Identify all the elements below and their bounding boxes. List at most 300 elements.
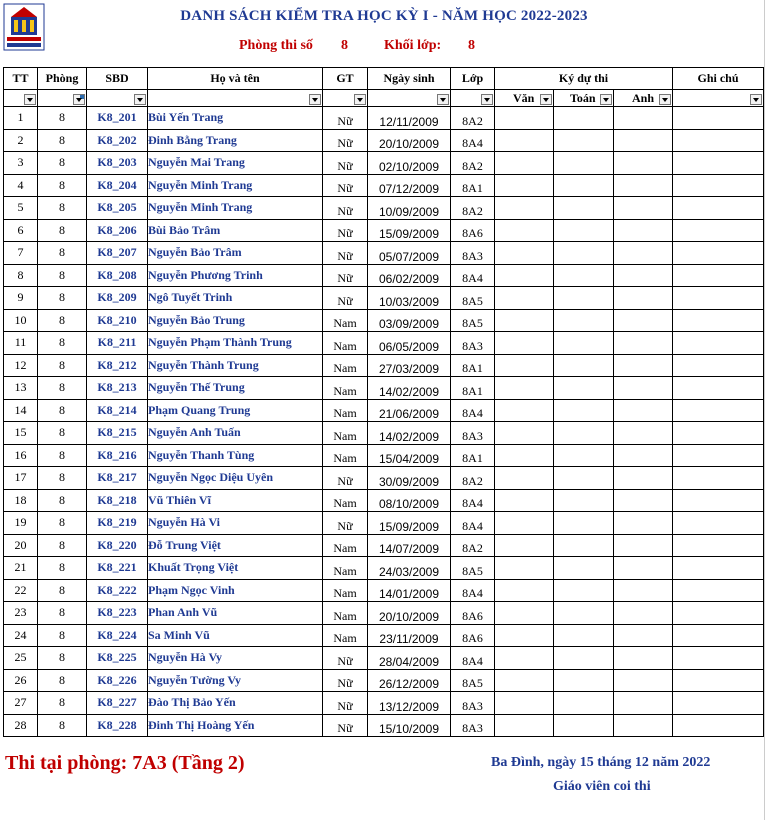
cell-name: Nguyễn Bảo Trâm <box>148 242 323 265</box>
cell-tt: 3 <box>4 152 38 175</box>
cell-anh <box>614 534 673 557</box>
cell-sbd: K8_206 <box>87 219 148 242</box>
table-row <box>4 489 764 512</box>
cell-anh <box>614 219 673 242</box>
cell-phong: 8 <box>38 444 87 467</box>
cell-phong: 8 <box>38 557 87 580</box>
cell-toan <box>554 422 614 445</box>
cell-gt: Nam <box>323 377 368 400</box>
cell-ghi-chu <box>673 264 764 287</box>
cell-toan <box>554 669 614 692</box>
table-row <box>4 512 764 535</box>
cell-van <box>495 624 554 647</box>
header-phong: Phòng <box>38 68 87 90</box>
cell-anh <box>614 579 673 602</box>
cell-gt: Nam <box>323 602 368 625</box>
cell-name: Nguyễn Phạm Thành Trung <box>148 332 323 355</box>
cell-gt: Nữ <box>323 264 368 287</box>
cell-toan <box>554 174 614 197</box>
cell-van <box>495 602 554 625</box>
cell-ghi-chu <box>673 579 764 602</box>
cell-phong: 8 <box>38 332 87 355</box>
cell-toan <box>554 624 614 647</box>
cell-name: Bùi Yến Trang <box>148 107 323 130</box>
cell-tt: 17 <box>4 467 38 490</box>
cell-gt: Nữ <box>323 512 368 535</box>
cell-van <box>495 332 554 355</box>
cell-gt: Nam <box>323 309 368 332</box>
cell-ghi-chu <box>673 467 764 490</box>
filter-dropdown-icon[interactable] <box>750 94 762 105</box>
subheader-van: Văn <box>513 91 535 105</box>
cell-anh <box>614 354 673 377</box>
cell-phong: 8 <box>38 669 87 692</box>
cell-toan <box>554 534 614 557</box>
cell-sbd: K8_208 <box>87 264 148 287</box>
date-line: Ba Đình, ngày 15 tháng 12 năm 2022 <box>491 755 711 770</box>
cell-dob: 12/11/2009 <box>368 107 451 130</box>
cell-ghi-chu <box>673 692 764 715</box>
cell-anh <box>614 332 673 355</box>
cell-gt: Nam <box>323 489 368 512</box>
filter-active-icon[interactable] <box>73 94 85 105</box>
cell-lop: 8A6 <box>451 219 495 242</box>
cell-toan <box>554 489 614 512</box>
cell-sbd: K8_216 <box>87 444 148 467</box>
table-row <box>4 602 764 625</box>
cell-phong: 8 <box>38 647 87 670</box>
table-row <box>4 557 764 580</box>
table-row <box>4 242 764 265</box>
cell-phong: 8 <box>38 152 87 175</box>
cell-anh <box>614 422 673 445</box>
cell-name: Nguyễn Hà Vi <box>148 512 323 535</box>
header-sbd: SBD <box>87 68 148 90</box>
cell-tt: 15 <box>4 422 38 445</box>
cell-dob: 27/03/2009 <box>368 354 451 377</box>
cell-name: Nguyễn Hà Vy <box>148 647 323 670</box>
cell-tt: 25 <box>4 647 38 670</box>
cell-sbd: K8_226 <box>87 669 148 692</box>
cell-name: Nguyễn Minh Trang <box>148 174 323 197</box>
cell-tt: 16 <box>4 444 38 467</box>
cell-ghi-chu <box>673 534 764 557</box>
cell-anh <box>614 467 673 490</box>
cell-van <box>495 512 554 535</box>
cell-ghi-chu <box>673 602 764 625</box>
cell-lop: 8A2 <box>451 197 495 220</box>
cell-lop: 8A5 <box>451 287 495 310</box>
cell-gt: Nam <box>323 422 368 445</box>
cell-dob: 23/11/2009 <box>368 624 451 647</box>
cell-name: Nguyễn Tường Vy <box>148 669 323 692</box>
cell-sbd: K8_215 <box>87 422 148 445</box>
cell-van <box>495 107 554 130</box>
cell-sbd: K8_211 <box>87 332 148 355</box>
grade-value: 8 <box>468 38 475 53</box>
cell-dob: 14/02/2009 <box>368 422 451 445</box>
cell-van <box>495 129 554 152</box>
filter-dropdown-icon[interactable] <box>24 94 36 105</box>
cell-dob: 07/12/2009 <box>368 174 451 197</box>
filter-cell-ghi-chu <box>673 90 764 107</box>
table-row <box>4 669 764 692</box>
cell-ghi-chu <box>673 197 764 220</box>
cell-lop: 8A1 <box>451 377 495 400</box>
cell-lop: 8A4 <box>451 399 495 422</box>
table-row <box>4 309 764 332</box>
cell-tt: 2 <box>4 129 38 152</box>
cell-toan <box>554 512 614 535</box>
filter-cell-phong <box>38 90 87 107</box>
cell-name: Khuất Trọng Việt <box>148 557 323 580</box>
cell-tt: 7 <box>4 242 38 265</box>
cell-ghi-chu <box>673 354 764 377</box>
table-row <box>4 399 764 422</box>
cell-anh <box>614 489 673 512</box>
cell-anh <box>614 174 673 197</box>
cell-dob: 03/09/2009 <box>368 309 451 332</box>
cell-van <box>495 354 554 377</box>
cell-lop: 8A5 <box>451 309 495 332</box>
cell-name: Đỗ Trung Việt <box>148 534 323 557</box>
cell-sbd: K8_201 <box>87 107 148 130</box>
cell-sbd: K8_212 <box>87 354 148 377</box>
header-tt: TT <box>4 68 38 90</box>
filter-dropdown-icon[interactable] <box>354 94 366 105</box>
table-row <box>4 152 764 175</box>
subheader-toan: Toán <box>570 91 596 105</box>
filter-cell-anh <box>614 90 673 107</box>
cell-tt: 8 <box>4 264 38 287</box>
cell-anh <box>614 444 673 467</box>
cell-sbd: K8_220 <box>87 534 148 557</box>
table-row <box>4 714 764 737</box>
header-ghi-chu: Ghi chú <box>673 68 764 90</box>
cell-van <box>495 422 554 445</box>
cell-gt: Nữ <box>323 197 368 220</box>
grade-label: Khối lớp: <box>384 38 442 53</box>
cell-dob: 10/03/2009 <box>368 287 451 310</box>
cell-toan <box>554 377 614 400</box>
room-label: Phòng thi số <box>239 38 313 53</box>
cell-phong: 8 <box>38 309 87 332</box>
cell-tt: 1 <box>4 107 38 130</box>
cell-gt: Nam <box>323 354 368 377</box>
cell-dob: 28/04/2009 <box>368 647 451 670</box>
cell-lop: 8A1 <box>451 174 495 197</box>
cell-sbd: K8_228 <box>87 714 148 737</box>
cell-sbd: K8_204 <box>87 174 148 197</box>
cell-toan <box>554 264 614 287</box>
cell-anh <box>614 264 673 287</box>
cell-toan <box>554 557 614 580</box>
cell-lop: 8A3 <box>451 714 495 737</box>
table-row <box>4 197 764 220</box>
cell-lop: 8A4 <box>451 579 495 602</box>
header-name: Họ và tên <box>148 68 323 90</box>
table-row <box>4 647 764 670</box>
cell-lop: 8A2 <box>451 467 495 490</box>
filter-dropdown-icon[interactable] <box>309 94 321 105</box>
cell-name: Nguyễn Anh Tuấn <box>148 422 323 445</box>
cell-lop: 8A5 <box>451 557 495 580</box>
filter-cell-van <box>495 90 554 107</box>
cell-van <box>495 399 554 422</box>
cell-gt: Nam <box>323 534 368 557</box>
cell-dob: 10/09/2009 <box>368 197 451 220</box>
header-lop: Lớp <box>451 68 495 90</box>
cell-lop: 8A1 <box>451 354 495 377</box>
cell-tt: 5 <box>4 197 38 220</box>
cell-ghi-chu <box>673 399 764 422</box>
cell-anh <box>614 242 673 265</box>
cell-gt: Nữ <box>323 714 368 737</box>
cell-ghi-chu <box>673 714 764 737</box>
cell-anh <box>614 399 673 422</box>
filter-dropdown-icon[interactable] <box>481 94 493 105</box>
table-row <box>4 467 764 490</box>
cell-toan <box>554 714 614 737</box>
cell-sbd: K8_205 <box>87 197 148 220</box>
cell-gt: Nam <box>323 557 368 580</box>
cell-sbd: K8_221 <box>87 557 148 580</box>
cell-van <box>495 467 554 490</box>
table-row <box>4 219 764 242</box>
cell-anh <box>614 624 673 647</box>
cell-van <box>495 579 554 602</box>
cell-ghi-chu <box>673 129 764 152</box>
cell-anh <box>614 377 673 400</box>
cell-dob: 02/10/2009 <box>368 152 451 175</box>
cell-van <box>495 714 554 737</box>
cell-lop: 8A4 <box>451 512 495 535</box>
cell-name: Đinh Bằng Trang <box>148 129 323 152</box>
cell-dob: 20/10/2009 <box>368 602 451 625</box>
cell-phong: 8 <box>38 377 87 400</box>
cell-sbd: K8_218 <box>87 489 148 512</box>
exam-roster-table <box>3 67 764 737</box>
cell-dob: 14/01/2009 <box>368 579 451 602</box>
cell-lop: 8A3 <box>451 692 495 715</box>
cell-name: Nguyễn Phương Trinh <box>148 264 323 287</box>
cell-anh <box>614 197 673 220</box>
cell-gt: Nữ <box>323 242 368 265</box>
cell-gt: Nữ <box>323 287 368 310</box>
cell-ghi-chu <box>673 219 764 242</box>
cell-dob: 08/10/2009 <box>368 489 451 512</box>
cell-toan <box>554 107 614 130</box>
filter-dropdown-icon[interactable] <box>437 94 449 105</box>
cell-tt: 19 <box>4 512 38 535</box>
cell-tt: 4 <box>4 174 38 197</box>
cell-anh <box>614 714 673 737</box>
cell-sbd: K8_209 <box>87 287 148 310</box>
cell-lop: 8A6 <box>451 602 495 625</box>
cell-anh <box>614 107 673 130</box>
cell-dob: 06/05/2009 <box>368 332 451 355</box>
cell-ghi-chu <box>673 624 764 647</box>
cell-ghi-chu <box>673 332 764 355</box>
cell-sbd: K8_227 <box>87 692 148 715</box>
cell-phong: 8 <box>38 399 87 422</box>
cell-gt: Nam <box>323 399 368 422</box>
cell-phong: 8 <box>38 264 87 287</box>
cell-phong: 8 <box>38 579 87 602</box>
filter-cell-sbd <box>87 90 148 107</box>
cell-ghi-chu <box>673 422 764 445</box>
cell-van <box>495 174 554 197</box>
filter-dropdown-icon[interactable] <box>600 94 612 105</box>
cell-sbd: K8_210 <box>87 309 148 332</box>
cell-dob: 14/07/2009 <box>368 534 451 557</box>
page-title: DANH SÁCH KIỂM TRA HỌC KỲ I - NĂM HỌC 2022-2023 <box>180 8 588 24</box>
cell-gt: Nữ <box>323 174 368 197</box>
cell-name: Phạm Quang Trung <box>148 399 323 422</box>
cell-name: Bùi Bảo Trâm <box>148 219 323 242</box>
cell-tt: 9 <box>4 287 38 310</box>
cell-van <box>495 264 554 287</box>
cell-tt: 28 <box>4 714 38 737</box>
cell-toan <box>554 399 614 422</box>
cell-anh <box>614 129 673 152</box>
cell-lop: 8A6 <box>451 624 495 647</box>
cell-gt: Nữ <box>323 107 368 130</box>
cell-toan <box>554 444 614 467</box>
cell-gt: Nam <box>323 579 368 602</box>
cell-dob: 15/09/2009 <box>368 219 451 242</box>
cell-van <box>495 197 554 220</box>
table-row <box>4 692 764 715</box>
filter-dropdown-icon[interactable] <box>540 94 552 105</box>
table-row <box>4 107 764 130</box>
cell-ghi-chu <box>673 512 764 535</box>
filter-cell-dob <box>368 90 451 107</box>
cell-name: Nguyễn Mai Trang <box>148 152 323 175</box>
cell-toan <box>554 354 614 377</box>
cell-gt: Nữ <box>323 219 368 242</box>
table-row <box>4 422 764 445</box>
cell-van <box>495 287 554 310</box>
table-row <box>4 174 764 197</box>
cell-anh <box>614 152 673 175</box>
cell-phong: 8 <box>38 714 87 737</box>
sheet-edge <box>764 0 765 820</box>
cell-name: Nguyễn Thế Trung <box>148 377 323 400</box>
cell-dob: 05/07/2009 <box>368 242 451 265</box>
cell-name: Nguyễn Thành Trung <box>148 354 323 377</box>
cell-ghi-chu <box>673 309 764 332</box>
cell-ghi-chu <box>673 444 764 467</box>
cell-van <box>495 242 554 265</box>
cell-name: Đào Thị Bảo Yến <box>148 692 323 715</box>
cell-toan <box>554 692 614 715</box>
table-row <box>4 444 764 467</box>
filter-dropdown-icon[interactable] <box>659 94 671 105</box>
table-row <box>4 287 764 310</box>
cell-anh <box>614 309 673 332</box>
cell-name: Vũ Thiên Vĩ <box>148 489 323 512</box>
cell-tt: 11 <box>4 332 38 355</box>
cell-van <box>495 534 554 557</box>
cell-name: Ngô Tuyết Trinh <box>148 287 323 310</box>
cell-van <box>495 647 554 670</box>
filter-cell-gt <box>323 90 368 107</box>
cell-sbd: K8_214 <box>87 399 148 422</box>
cell-tt: 10 <box>4 309 38 332</box>
cell-ghi-chu <box>673 174 764 197</box>
cell-lop: 8A3 <box>451 422 495 445</box>
cell-ghi-chu <box>673 152 764 175</box>
cell-phong: 8 <box>38 624 87 647</box>
cell-anh <box>614 647 673 670</box>
cell-tt: 24 <box>4 624 38 647</box>
cell-lop: 8A4 <box>451 264 495 287</box>
cell-phong: 8 <box>38 242 87 265</box>
cell-ghi-chu <box>673 377 764 400</box>
cell-lop: 8A2 <box>451 107 495 130</box>
cell-lop: 8A3 <box>451 332 495 355</box>
filter-dropdown-icon[interactable] <box>134 94 146 105</box>
cell-ghi-chu <box>673 669 764 692</box>
cell-tt: 23 <box>4 602 38 625</box>
cell-lop: 8A4 <box>451 129 495 152</box>
cell-gt: Nam <box>323 444 368 467</box>
cell-dob: 30/09/2009 <box>368 467 451 490</box>
cell-tt: 12 <box>4 354 38 377</box>
cell-anh <box>614 512 673 535</box>
cell-anh <box>614 557 673 580</box>
cell-lop: 8A4 <box>451 647 495 670</box>
cell-sbd: K8_217 <box>87 467 148 490</box>
cell-tt: 6 <box>4 219 38 242</box>
cell-toan <box>554 647 614 670</box>
table-row <box>4 332 764 355</box>
cell-tt: 26 <box>4 669 38 692</box>
room-value: 8 <box>341 38 348 53</box>
table-row <box>4 354 764 377</box>
cell-name: Nguyễn Bảo Trung <box>148 309 323 332</box>
cell-phong: 8 <box>38 354 87 377</box>
table-row <box>4 129 764 152</box>
cell-name: Nguyễn Thanh Tùng <box>148 444 323 467</box>
cell-sbd: K8_225 <box>87 647 148 670</box>
cell-lop: 8A2 <box>451 152 495 175</box>
cell-gt: Nữ <box>323 467 368 490</box>
filter-cell-tt <box>4 90 38 107</box>
cell-dob: 15/09/2009 <box>368 512 451 535</box>
cell-ghi-chu <box>673 242 764 265</box>
cell-van <box>495 557 554 580</box>
cell-van <box>495 219 554 242</box>
cell-name: Phạm Ngọc Vinh <box>148 579 323 602</box>
header-dob: Ngày sinh <box>368 68 451 90</box>
cell-van <box>495 152 554 175</box>
cell-tt: 27 <box>4 692 38 715</box>
cell-toan <box>554 129 614 152</box>
cell-lop: 8A5 <box>451 669 495 692</box>
cell-anh <box>614 287 673 310</box>
cell-sbd: K8_219 <box>87 512 148 535</box>
cell-dob: 24/03/2009 <box>368 557 451 580</box>
table-row <box>4 534 764 557</box>
cell-anh <box>614 692 673 715</box>
cell-gt: Nữ <box>323 152 368 175</box>
table-row <box>4 264 764 287</box>
cell-anh <box>614 602 673 625</box>
signature-title: Giáo viên coi thi <box>553 779 651 794</box>
filter-cell-lop <box>451 90 495 107</box>
